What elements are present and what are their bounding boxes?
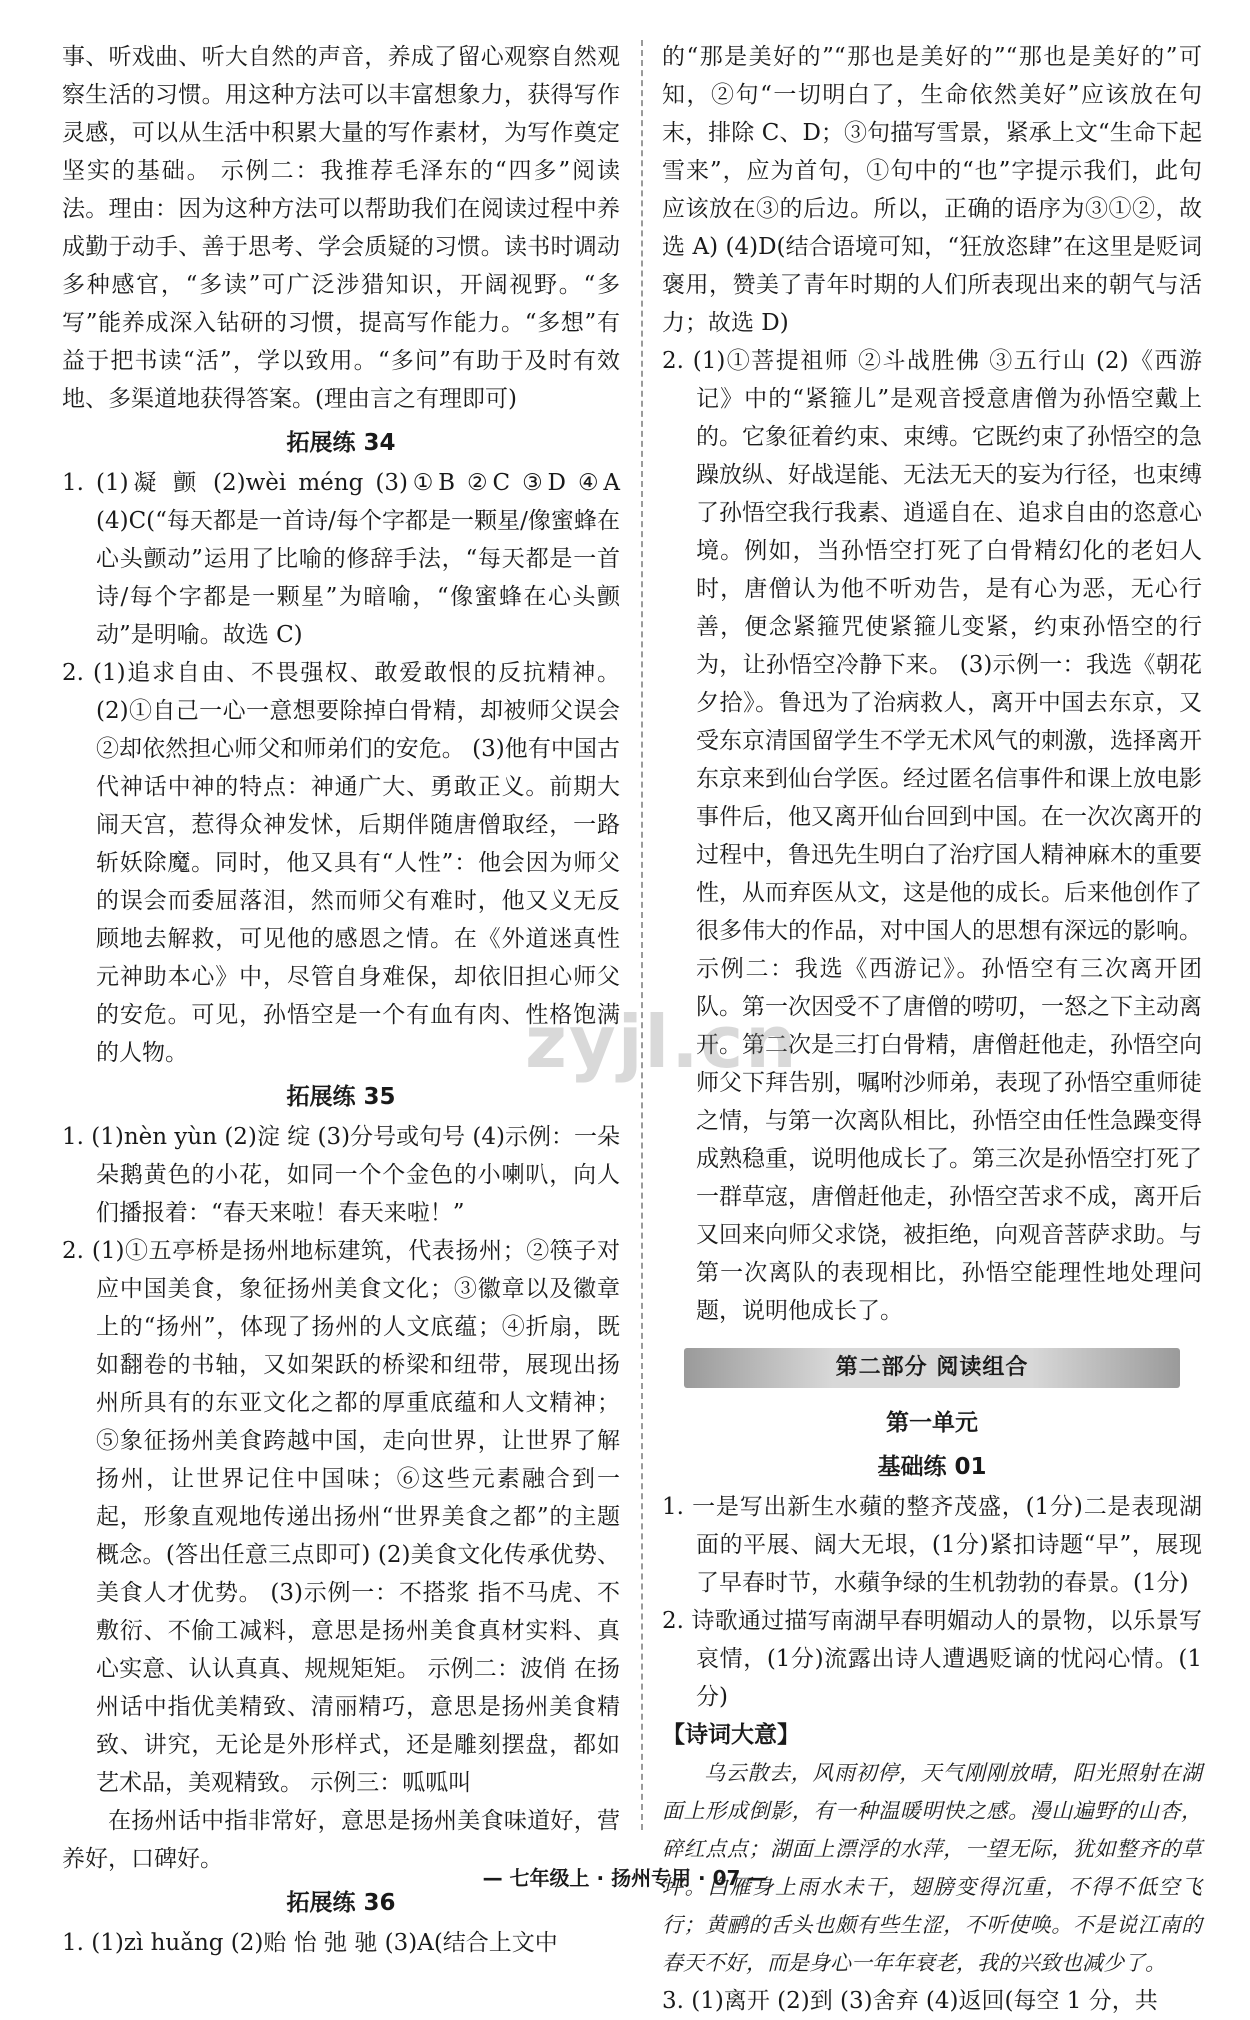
answer-item: 3. (1)离开 (2)到 (3)舍弃 (4)返回(每空 1 分，共 <box>662 1988 1158 2014</box>
answer-item: 2. (1)①五亭桥是扬州地标建筑，代表扬州；②筷子对应中国美食，象征扬州美食文化；③徽章以及徽章上的“扬州”，体现了扬州的人文底蕴；④折扇，既如翻卷的书轴，又如架跃的桥梁和纽带，展现出扬州所具有的东亚文化之都的厚重底蕴和人文精神；⑤象征扬州美食跨越中国，走向世界，让世界了解扬州，让世界记住中国味；⑥这些元素融合到一起，形象直观地传递出扬州“世界美食之都”的主题概念。(答出任意三点即可) (2)美食文化传承优势、美食人才优势。 (3)示例一：不搭浆 指不马虎、不敷衍、不偷工减料，意思是扬州美食真材实料、真心实意、认认真真、规规矩矩。 示例二：波俏 在扬州话中指优美精致、清丽精巧，意思是扬州美食精致、讲究，无论是外形样式，还是雕刻摆盘，都如艺术品，美观精致。 示例三：呱呱叫 <box>62 1238 620 1796</box>
answer-item: 1. 一是写出新生水蘋的整齐茂盛，(1分)二是表现湖面的平展、阔大无垠，(1分)紧扣诗题“早”，展现了早春时节，水蘋争绿的生机勃勃的春景。(1分) <box>662 1494 1202 1596</box>
unit-heading: 第一单元 <box>886 1410 978 1436</box>
note-label: 【诗词大意】 <box>662 1722 800 1748</box>
section-heading: 基础练 01 <box>877 1454 987 1480</box>
paragraph: 的“那是美好的”“那也是美好的”“那也是美好的”可知，②句“一切明白了，生命依然美好”应该放在句末，排除 C、D；③句描写雪景，紧承上文“生命下起雪来”，应为首句，①句中的“也”字提示我们，此句应该放在③的后边。所以，正确的语序为③①②，故选 A) (4)D(结合语境可知，“狂放恣肆”在这里是贬词褒用，赞美了青年时期的人们所表现出来的朝气与活力；故选 D) <box>662 44 1202 336</box>
answer-item: 2. (1)①菩提祖师 ②斗战胜佛 ③五行山 (2)《西游记》中的“紧箍儿”是观音授意唐僧为孙悟空戴上的。它象征着约束、束缚。它既约束了孙悟空的急躁放纵、好战逞能、无法无天的妄为行径，也束缚了孙悟空我行我素、逍遥自在、追求自由的恣意心境。例如，当孙悟空打死了白骨精幻化的老妇人时，唐僧认为他不听劝告，是有心为恶，无心行善，便念紧箍咒使紧箍儿变紧，约束孙悟空的行为，让孙悟空冷静下来。 (3)示例一：我选《朝花夕拾》。鲁迅为了治病救人，离开中国去东京，又受东京清国留学生不学无术风气的刺激，选择离开东京来到仙台学医。经过匿名信事件和课上放电影事件后，他又离开仙台回到中国。在一次次离开的过程中，鲁迅先生明白了治疗国人精神麻木的重要性，从而弃医从文，这是他的成长。后来他创作了很多伟大的作品，对中国人的思想有深远的影响。 示例二：我选《西游记》。孙悟空有三次离开团队。第一次因受不了唐僧的唠叨，一怒之下主动离开。第二次是三打白骨精，唐僧赶他走，孙悟空向师父下拜告别，嘱咐沙师弟，表现了孙悟空重师徒之情，与第一次离队相比，孙悟空由任性急躁变得成熟稳重，说明他成长了。第三次是孙悟空打死了一群草寇，唐僧赶他走，孙悟空苦求不成，离开后又回来向师父求饶，被拒绝，向观音菩萨求助。与第一次离队的表现相比，孙悟空能理性地处理问题，说明他成长了。 <box>662 348 1202 1324</box>
section-heading: 拓展练 35 <box>286 1084 396 1110</box>
part-banner: 第二部分 阅读组合 <box>684 1348 1180 1388</box>
section-heading: 拓展练 36 <box>286 1890 396 1916</box>
section-heading: 拓展练 34 <box>286 430 396 456</box>
page-footer: — 七年级上 · 扬州专用 · 07 — <box>482 1866 768 1890</box>
note-body: 乌云散去，风雨初停，天气刚刚放晴，阳光照射在湖面上形成倒影，有一种温暖明快之感。漫山遍野的山杏，碎红点点；湖面上漂浮的水萍，一望无际，犹如整齐的草坪。白雁身上雨水未干，翅膀变得沉重，不得不低空飞行；黄鹂的舌头也颇有些生涩，不听使唤。不是说江南的春天不好，而是身心一年年衰老，我的兴致也减少了。 <box>662 1761 1202 1975</box>
answer-item: 2. 诗歌通过描写南湖早春明媚动人的景物，以乐景写哀情，(1分)流露出诗人遭遇贬谪的忧闷心情。(1分) <box>662 1608 1202 1710</box>
answer-item: 2. (1)追求自由、不畏强权、敢爱敢恨的反抗精神。 (2)①自己一心一意想要除掉白骨精，却被师父误会 ②却依然担心师父和师弟们的安危。 (3)他有中国古代神话中神的特点：神通广大、勇敢正义。前期大闹天宫，惹得众神发怵，后期伴随唐僧取经，一路斩妖除魔。同时，他又具有“人性”：他会因为师父的误会而委屈落泪，然而师父有难时，他又义无反顾地去解救，可见他的感恩之情。在《外道迷真性 元神助本心》中，尽管自身难保，却依旧担心师父的安危。可见，孙悟空是一个有血有肉、性格饱满的人物。 <box>62 660 620 1066</box>
column-divider <box>641 40 643 1830</box>
answer-item: 1. (1)zì huǎng (2)贻 怡 弛 驰 (3)A(结合上文中 <box>62 1930 558 1956</box>
answer-item: 1. (1)凝 颤 (2)wèi méng (3)①B ②C ③D ④A (4)C(“每天都是一首诗/每个字都是一颗星/像蜜蜂在心头颤动”运用了比喻的修辞手法，“每天都是一首诗/每个字都是一颗星”为暗喻，“像蜜蜂在心头颤动”是明喻。故选 C) <box>62 470 620 648</box>
paragraph: 事、听戏曲、听大自然的声音，养成了留心观察自然观察生活的习惯。用这种方法可以丰富想象力，获得写作灵感，可以从生活中积累大量的写作素材，为写作奠定坚实的基础。 示例二：我推荐毛泽东的“四多”阅读法。理由：因为这种方法可以帮助我们在阅读过程中养成勤于动手、善于思考、学会质疑的习惯。读书时调动多种感官，“多读”可广泛涉猎知识，开阔视野。“多写”能养成深入钻研的习惯，提高写作能力。“多想”有益于把书读“活”，学以致用。“多问”有助于及时有效地、多渠道地获得答案。(理由言之有理即可) <box>62 44 620 412</box>
watermark: zyjl.cn <box>525 1000 799 1084</box>
answer-item: 1. (1)nèn yùn (2)淀 绽 (3)分号或句号 (4)示例：一朵朵鹅黄色的小花，如同一个个金色的小喇叭，向人们播报着：“春天来啦！春天来啦！” <box>62 1124 620 1226</box>
answer-continuation: 在扬州话中指非常好，意思是扬州美食味道好，营养好，口碑好。 <box>62 1808 620 1872</box>
